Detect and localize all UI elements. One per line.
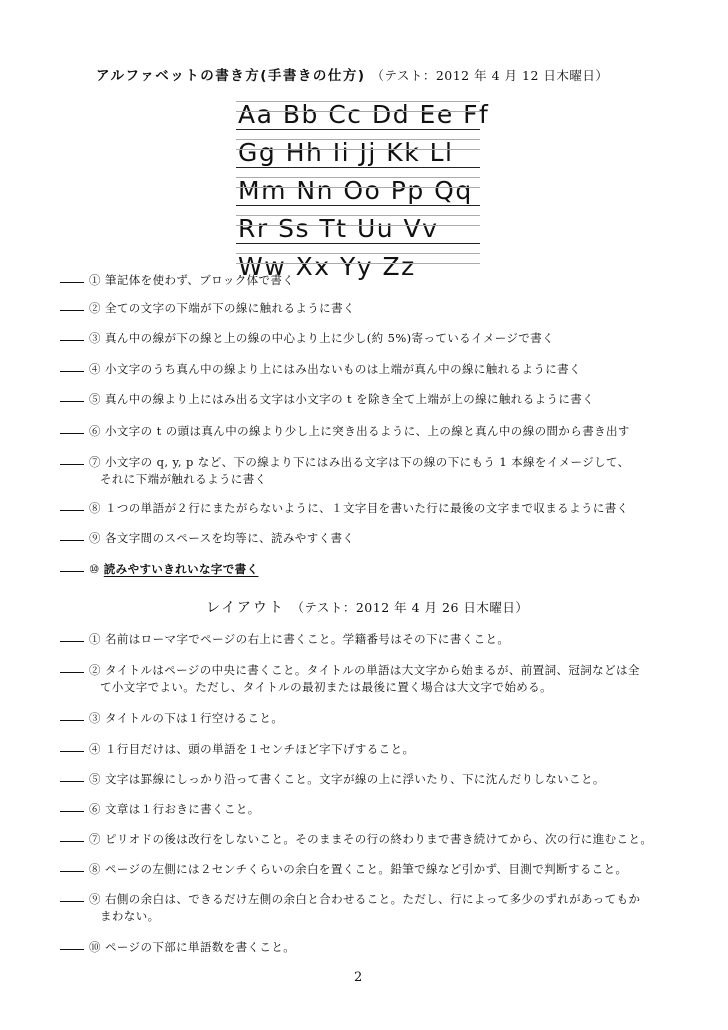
page-number: 2 <box>354 970 363 985</box>
check-blank <box>60 672 84 673</box>
rule2-item <box>60 861 627 878</box>
check-blank <box>60 282 84 283</box>
rule-number: ③ <box>89 331 101 345</box>
rule2-item <box>60 831 652 848</box>
rule-number: ⑤ <box>89 772 101 786</box>
section2-date: （テスト：2012 年 4 月 26 日木曜日） <box>291 600 529 615</box>
rule-text: １行目だけは、頭の単語を１センチほど字下げすること。 <box>104 742 415 756</box>
rule2-item <box>60 939 295 956</box>
check-blank <box>60 540 84 541</box>
rule1-item <box>60 423 630 440</box>
rule-number: ⑩ <box>89 562 100 576</box>
rule-text: 小文字のうち真ん中の線より上にはみ出ないものは上端が真ん中の線に触れるように書く <box>104 362 581 376</box>
rule2-item <box>60 741 414 758</box>
rule-number: ⑧ <box>89 501 101 515</box>
check-blank <box>60 310 84 311</box>
rule-text: タイトルの下は１行空けること。 <box>104 711 284 725</box>
check-blank <box>60 641 84 642</box>
rule1-item <box>60 361 581 378</box>
rule2-item <box>60 710 283 727</box>
check-blank <box>60 871 84 872</box>
alphabet-row <box>236 130 480 168</box>
rule1-item <box>60 561 258 578</box>
rule1-item <box>60 330 554 347</box>
rule-text: 小文字の t の頭は真ん中の線より少し上に突き出るように、上の線と真ん中の線の間から書き出す <box>104 424 630 438</box>
check-blank <box>60 841 84 842</box>
rule-number: ⑩ <box>89 940 101 954</box>
rule-number: ⑦ <box>89 455 101 469</box>
alphabet-row-text: Ww Xx Yy Zz <box>238 252 416 281</box>
alphabet-row-text: Gg Hh Ii Jj Kk Ll <box>238 138 454 167</box>
rule-text: 文章は１行おきに書くこと。 <box>104 802 260 816</box>
rule2-item <box>60 891 640 925</box>
rule-text: １つの単語が２行にまたがらないように、１文字目を書いた行に最後の文字まで収まるように書く <box>104 501 629 515</box>
rule-text: 真ん中の線が下の線と上の線の中心より上に少し(約 5%)寄っているイメージで書く <box>104 331 554 345</box>
rule-number: ④ <box>89 362 101 376</box>
rule1-item <box>60 300 355 317</box>
alphabet-row <box>236 206 480 244</box>
rule-number: ⑧ <box>89 862 101 876</box>
check-blank <box>60 571 84 572</box>
rule1-item <box>60 272 294 289</box>
alphabet-row-text: Rr Ss Tt Uu Vv <box>238 214 439 243</box>
rule2-item <box>60 801 260 818</box>
rule-text: 真ん中の線より上にはみ出る文字は小文字の t を除き全て上端が上の線に触れるように書く <box>104 392 595 406</box>
rule-number: ⑥ <box>89 802 101 816</box>
alphabet-row <box>236 92 490 130</box>
rule-text: 筆記体を使わず、ブロック体で書く <box>104 273 295 287</box>
rule-number: ② <box>89 301 101 315</box>
section1-date: （テスト：2012 年 4 月 12 日木曜日） <box>371 68 609 83</box>
alphabet-row <box>236 168 480 206</box>
rule-text-cont: て小文字でよい。ただし、タイトルの最初または最後に置く場合は大文字で始める。 <box>100 680 552 694</box>
section2-title: レイアウト <box>206 600 285 616</box>
rule-number: ① <box>89 273 101 287</box>
check-blank <box>60 371 84 372</box>
rule1-item <box>60 391 594 408</box>
check-blank <box>60 510 84 511</box>
rule-number: ① <box>89 632 101 646</box>
rule-number: ⑨ <box>89 892 101 906</box>
rule-number: ⑦ <box>89 832 101 846</box>
check-blank <box>60 781 84 782</box>
rule-number: ⑥ <box>89 424 101 438</box>
rule-text: タイトルはページの中央に書くこと。タイトルの単語は大文字から始まるが、前置詞、冠詞などは全 <box>104 663 640 677</box>
rule-text: 文字は罫線にしっかり沿って書くこと。文字が線の上に浮いたり、下に沈んだりしないこと。 <box>104 772 605 786</box>
section1-header <box>96 64 608 84</box>
check-blank <box>60 949 84 950</box>
rule-text: 名前はローマ字でページの右上に書くこと。学籍番号はその下に書くこと。 <box>104 632 510 646</box>
rule-text-cont: まわない。 <box>100 909 160 923</box>
rule-number: ④ <box>89 742 101 756</box>
alphabet-sample <box>236 92 490 281</box>
rule-text: ページの左側には２センチくらいの余白を置くこと。鉛筆で線など引かず、目測で判断すること。 <box>104 862 628 876</box>
rule-number: ⑤ <box>89 392 101 406</box>
alphabet-row-text: Mm Nn Oo Pp Qq <box>238 176 473 205</box>
section2-header <box>206 597 528 617</box>
check-blank <box>60 720 84 721</box>
rule2-item <box>60 771 605 788</box>
check-blank <box>60 811 84 812</box>
rule-text: 右側の余白は、できるだけ左側の余白と合わせること。ただし、行によって多少のずれがあってもか <box>104 892 641 906</box>
rule-text: 各文字間のスペースを均等に、読みやすく書く <box>104 531 355 545</box>
check-blank <box>60 401 84 402</box>
rule-number: ⑨ <box>89 531 101 545</box>
check-blank <box>60 433 84 434</box>
rule1-item <box>60 500 629 517</box>
check-blank <box>60 340 84 341</box>
check-blank <box>60 464 84 465</box>
section1-title: アルファベットの書き方(手書きの仕方) <box>96 68 366 84</box>
alphabet-row-text: Aa Bb Cc Dd Ee Ff <box>238 100 490 129</box>
rule-text-emphasis: 読みやすいきれいな字で書く <box>103 562 259 576</box>
check-blank <box>60 901 84 902</box>
rule-text: ページの下部に単語数を書くこと。 <box>104 940 296 954</box>
rule2-item <box>60 631 509 648</box>
rule-number: ② <box>89 663 101 677</box>
rule2-item <box>60 662 640 696</box>
rule-text-cont: それに下端が触れるように書く <box>100 472 267 486</box>
rule1-item <box>60 530 354 547</box>
check-blank <box>60 751 84 752</box>
rule-text: 小文字の q, y, p など、下の線より下にはみ出る文字は下の線の下にもう 1 本線をイメージして、 <box>104 455 630 469</box>
rule-number: ③ <box>89 711 101 725</box>
rule-text: 全ての文字の下端が下の線に触れるように書く <box>104 301 355 315</box>
rule-text: ピリオドの後は改行をしないこと。そのままその行の終わりまで書き続けてから、次の行に進むこと。 <box>104 832 653 846</box>
rule1-item <box>60 454 630 488</box>
